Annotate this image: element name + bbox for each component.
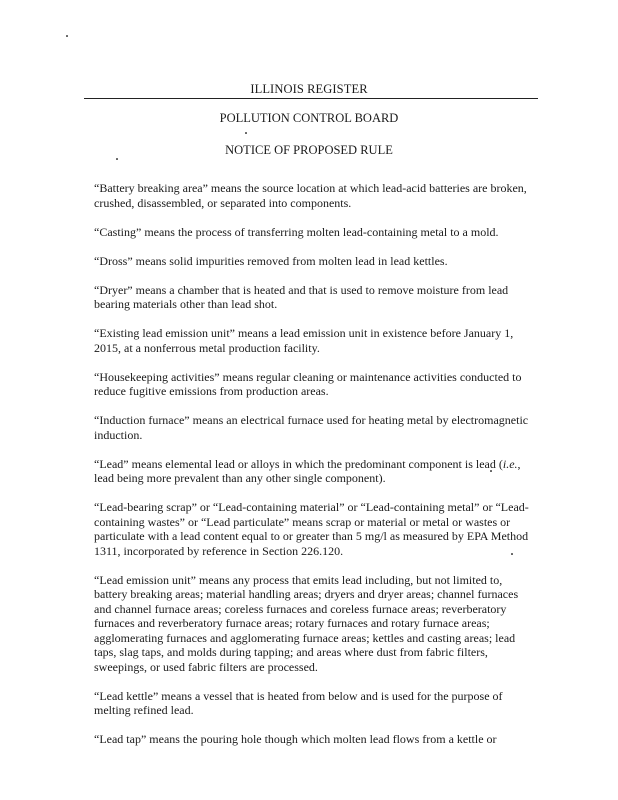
definition-text: “Lead tap” means the pouring hole though which molten lead flows from a kettle or <box>94 732 497 746</box>
board-title: POLLUTION CONTROL BOARD <box>219 111 399 125</box>
definition-paragraph <box>94 225 534 240</box>
definition-text: “Lead kettle” means a vessel that is heated from below and is used for the purpose of melting refined lead. <box>94 688 503 717</box>
definition-paragraph <box>94 254 534 269</box>
header-divider <box>84 98 538 99</box>
definition-text: “Induction furnace” means an electrical furnace used for heating metal by electromagnetic induction. <box>94 413 529 442</box>
definition-text: “Existing lead emission unit” means a lead emission unit in existence before January 1, 2015, at a nonferrous metal production facility. <box>94 326 514 355</box>
definition-paragraph <box>94 413 534 442</box>
register-title: ILLINOIS REGISTER <box>250 82 368 96</box>
definition-text: “Lead emission unit” means any process that emits lead including, but not limited to, battery breaking areas; material handling areas; dryers and dryer areas; channel furnaces and channel furnace areas; coreless furnaces and coreless furnace areas; reverberatory furnaces and reverberatory furnace areas; rotary furnaces and rotary furnace areas; agglomerating furnaces and agglomerating furnace areas; kettles and casting areas; lead taps, slag taps, and molds during tapping; and areas where dust from fabric filters, sweepings, or used fabric filters are processed. <box>94 572 519 674</box>
definition-text: “Battery breaking area” means the source location at which lead-acid batteries are broken, crushed, disassembled, or separated into components. <box>94 181 527 210</box>
definition-paragraph <box>94 370 534 399</box>
definition-paragraph <box>94 689 534 718</box>
definition-text: “Dross” means solid impurities removed from molten lead in lead kettles. <box>94 253 448 268</box>
definition-italic-text: i.e. <box>502 456 518 471</box>
scan-speck <box>245 132 247 134</box>
definition-paragraph <box>94 500 534 558</box>
scan-speck <box>66 35 68 37</box>
definition-paragraph <box>94 283 534 312</box>
definition-text: “Housekeeping activities” means regular cleaning or maintenance activities conducted to reduce fugitive emissions from production areas. <box>94 369 522 398</box>
definitions-body <box>94 181 534 761</box>
definition-paragraph <box>94 326 534 355</box>
definition-text: “Lead” means elemental lead or alloys in which the predominant component is lead ( <box>94 456 503 471</box>
definition-paragraph <box>94 732 534 747</box>
definition-paragraph <box>94 181 534 210</box>
definition-text: “Casting” means the process of transferring molten lead-containing metal to a mold. <box>94 224 499 239</box>
scan-speck <box>116 158 118 160</box>
definition-text: “Lead-bearing scrap” or “Lead-containing material” or “Lead-containing metal” or “Lead-containing wastes” or “Lead particulate” means scrap or material or metal or wastes or particulate with a lead content equal to or greater than 5 mg/l as measured by EPA Method 1311, incorporated by reference in Section 226.120. <box>94 500 529 558</box>
definition-text: “Dryer” means a chamber that is heated and that is used to remove moisture from lead bearing materials other than lead shot. <box>94 282 509 311</box>
notice-title: NOTICE OF PROPOSED RULE <box>225 143 393 157</box>
definition-paragraph <box>94 457 534 486</box>
definition-paragraph <box>94 573 534 675</box>
definition-text-continued: , lead being more prevalent than any other single component). <box>94 456 521 485</box>
